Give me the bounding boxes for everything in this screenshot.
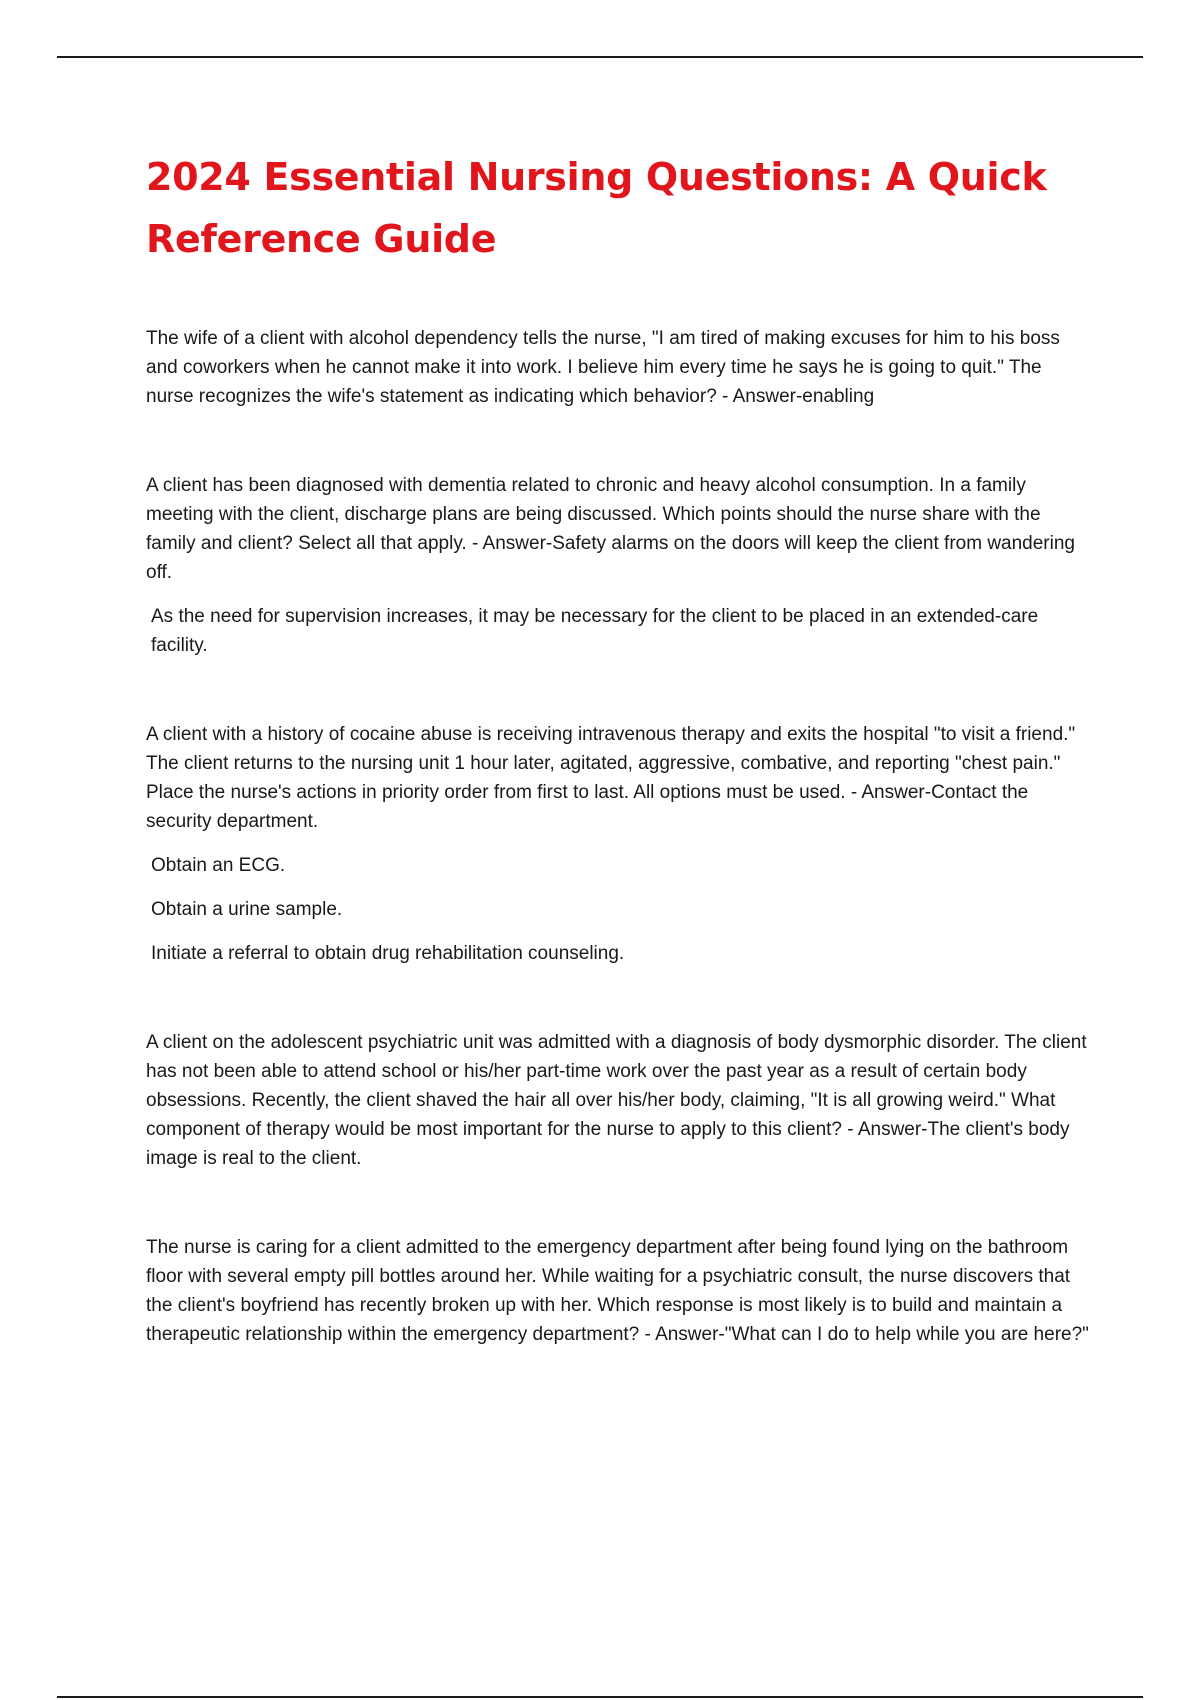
- question-text: A client with a history of cocaine abuse is receiving intravenous therapy and exits the hospital "to visit a friend." The client returns to the nursing unit 1 hour later, agitated, aggressive, combative, and reporting "chest pain." Place the nurse's actions in priority order from first to last. All options must be used. - Answer-Contact the security department.: [146, 724, 1076, 832]
- question-text: A client has been diagnosed with dementia related to chronic and heavy alcohol consumption. In a family meeting with the client, discharge plans are being discussed. Which points should the nurse share with the family and client? Select all that apply. - Answer-Safety alarms on the doors will keep the client from wandering off.: [146, 475, 1075, 583]
- answer-line: Obtain a urine sample.: [151, 899, 343, 920]
- question-block: [146, 324, 1094, 411]
- question-block: [146, 1233, 1094, 1349]
- question-block: [146, 720, 1094, 968]
- document-body: [146, 146, 1094, 1349]
- bottom-rule: [57, 1696, 1143, 1698]
- answer-line: Initiate a referral to obtain drug rehabilitation counseling.: [151, 943, 625, 964]
- question-text: The wife of a client with alcohol dependency tells the nurse, "I am tired of making excuses for him to his boss and coworkers when he cannot make it into work. I believe him every time he says he is going to quit." The nurse recognizes the wife's statement as indicating which behavior? - Answer-enabling: [146, 328, 1060, 407]
- answer-line: Obtain an ECG.: [151, 855, 286, 876]
- question-text: A client on the adolescent psychiatric unit was admitted with a diagnosis of body dysmorphic disorder. The client has not been able to attend school or his/her part-time work over the past year as a result of certain body obsessions. Recently, the client shaved the hair all over his/her body, claiming, "It is all growing weird." What component of therapy would be most important for the nurse to apply to this client? - Answer-The client's body image is real to the client.: [146, 1032, 1087, 1169]
- question-block: [146, 1028, 1094, 1173]
- question-block: [146, 471, 1094, 660]
- top-rule: [57, 56, 1143, 58]
- question-text: The nurse is caring for a client admitted to the emergency department after being found lying on the bathroom floor with several empty pill bottles around her. While waiting for a psychiatric consult, the nurse discovers that the client's boyfriend has recently broken up with her. Which response is most likely is to build and maintain a therapeutic relationship within the emergency department? - Answer-"What can I do to help while you are here?": [146, 1237, 1089, 1345]
- answer-line: As the need for supervision increases, it may be necessary for the client to be placed in an extended-care facility.: [151, 606, 1039, 656]
- page-title: 2024 Essential Nursing Questions: A Quick Reference Guide: [146, 155, 1047, 261]
